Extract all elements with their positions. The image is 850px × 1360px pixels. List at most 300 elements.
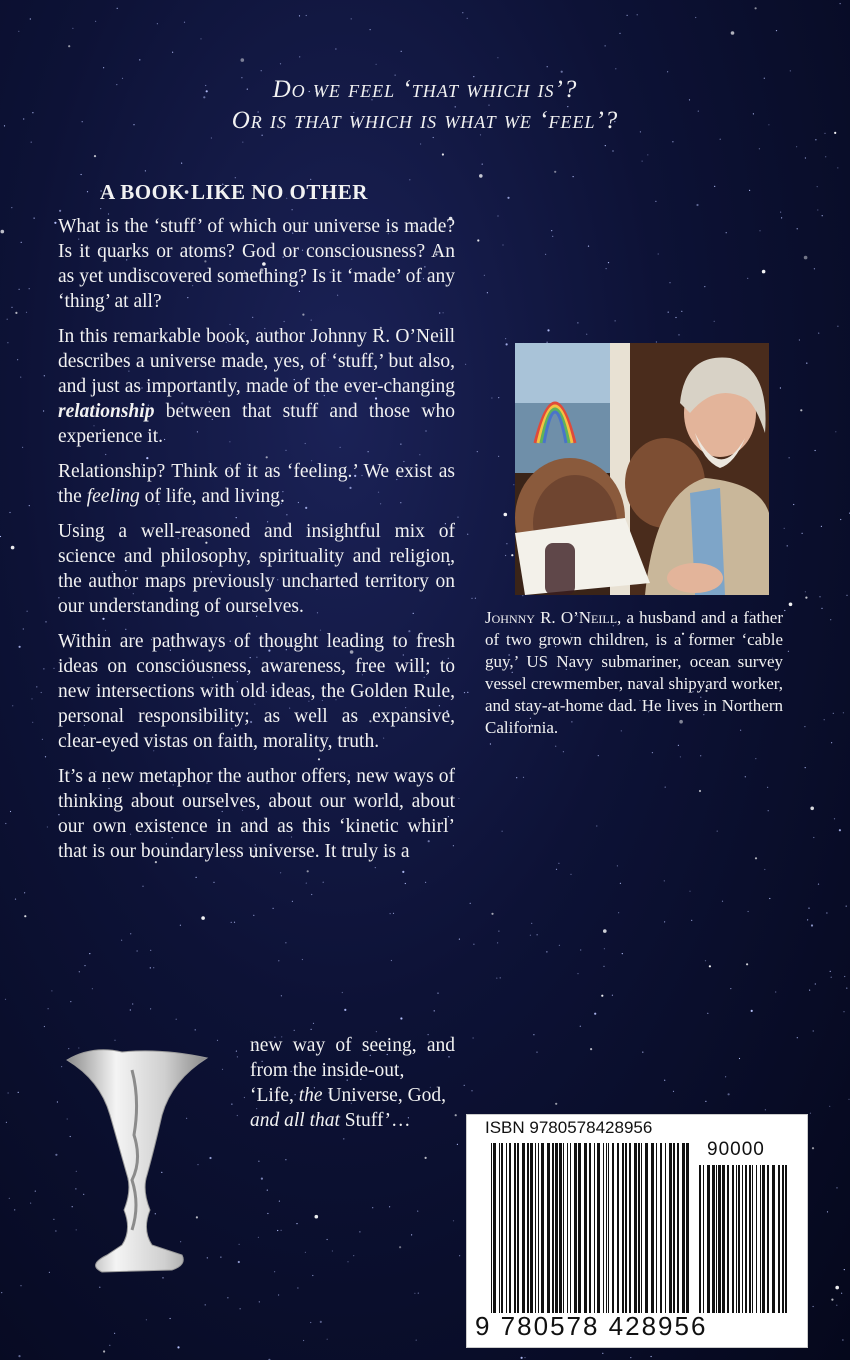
barcode-bar bbox=[509, 1143, 511, 1313]
star bbox=[281, 995, 282, 996]
star bbox=[145, 170, 146, 171]
barcode-bar bbox=[522, 1143, 525, 1313]
star bbox=[837, 326, 838, 327]
star bbox=[612, 995, 613, 996]
star bbox=[805, 597, 807, 599]
star bbox=[464, 1085, 465, 1086]
star bbox=[555, 1103, 557, 1105]
star bbox=[618, 912, 619, 913]
star bbox=[522, 595, 523, 596]
star bbox=[332, 1250, 333, 1251]
star bbox=[231, 1104, 232, 1105]
star bbox=[835, 431, 836, 432]
star bbox=[552, 236, 553, 237]
star bbox=[840, 519, 841, 520]
star bbox=[506, 343, 508, 345]
star bbox=[764, 869, 765, 870]
star bbox=[819, 596, 820, 597]
star bbox=[280, 872, 281, 873]
star bbox=[335, 48, 336, 49]
star bbox=[196, 877, 197, 878]
star bbox=[714, 186, 715, 187]
star bbox=[759, 230, 760, 231]
star bbox=[176, 1019, 177, 1020]
star bbox=[817, 186, 818, 187]
star bbox=[9, 1198, 10, 1199]
barcode-bar bbox=[499, 1143, 500, 1313]
star bbox=[822, 215, 823, 216]
star bbox=[799, 339, 800, 340]
star bbox=[605, 145, 606, 146]
star bbox=[505, 555, 506, 556]
star bbox=[150, 967, 151, 968]
star bbox=[775, 991, 776, 992]
barcode-bar bbox=[584, 1143, 587, 1313]
barcode-bar bbox=[629, 1143, 631, 1313]
barcode-bar bbox=[612, 1143, 614, 1313]
star bbox=[818, 884, 819, 885]
star bbox=[200, 38, 201, 39]
star bbox=[217, 1040, 218, 1041]
star bbox=[813, 837, 814, 838]
star bbox=[491, 913, 493, 915]
star bbox=[15, 899, 16, 900]
star bbox=[502, 244, 503, 245]
star bbox=[800, 409, 802, 411]
star bbox=[536, 1052, 537, 1053]
star bbox=[467, 692, 468, 693]
star bbox=[808, 908, 809, 909]
star bbox=[554, 171, 556, 173]
star bbox=[555, 746, 556, 747]
star bbox=[588, 246, 589, 247]
barcode-bar bbox=[673, 1143, 675, 1313]
star bbox=[14, 1209, 15, 1210]
star bbox=[434, 1010, 435, 1011]
barcode-bar bbox=[552, 1143, 554, 1313]
star bbox=[393, 913, 394, 914]
star bbox=[89, 953, 90, 954]
star bbox=[709, 965, 711, 967]
star bbox=[815, 139, 816, 140]
star bbox=[789, 457, 790, 458]
star bbox=[498, 456, 499, 457]
star bbox=[36, 686, 37, 687]
star bbox=[680, 756, 681, 757]
star bbox=[664, 880, 665, 881]
star bbox=[53, 1219, 54, 1220]
star bbox=[765, 1109, 766, 1110]
star bbox=[312, 1275, 313, 1276]
star bbox=[292, 901, 293, 902]
star bbox=[370, 29, 371, 30]
star bbox=[10, 811, 11, 812]
star bbox=[664, 921, 665, 922]
barcode-bar bbox=[606, 1143, 607, 1313]
barcode-bar bbox=[622, 1143, 624, 1313]
star bbox=[87, 191, 88, 192]
star bbox=[658, 253, 659, 254]
star bbox=[26, 312, 27, 313]
star bbox=[47, 826, 48, 827]
star bbox=[829, 1106, 830, 1107]
star bbox=[665, 787, 666, 788]
paragraph-6-tail: new way of seeing, and from the inside-out, bbox=[250, 1035, 455, 1081]
barcode-bar bbox=[574, 1143, 577, 1313]
star bbox=[433, 137, 434, 138]
star bbox=[802, 533, 803, 534]
barcode-bar bbox=[645, 1143, 648, 1313]
star bbox=[839, 829, 841, 831]
star bbox=[570, 874, 571, 875]
star bbox=[796, 146, 797, 147]
star bbox=[821, 526, 822, 527]
star bbox=[728, 1093, 730, 1095]
barcode-bar bbox=[603, 1143, 604, 1313]
star bbox=[353, 1255, 354, 1256]
star bbox=[7, 319, 8, 320]
star bbox=[545, 254, 546, 255]
barcode-bar bbox=[501, 1143, 503, 1313]
star bbox=[376, 64, 377, 65]
star bbox=[707, 1013, 708, 1014]
star bbox=[237, 1115, 238, 1116]
star bbox=[722, 901, 723, 902]
star bbox=[805, 767, 806, 768]
tagline-line-2: Or is that which is what we ‘feel’? bbox=[231, 107, 619, 134]
author-bio-text: , a husband and a father of two grown children, is a former ‘cable guy,’ US Navy submariner, ocean survey vessel crewmember, naval shipyard worker, and stay-at-home dad. He lives in Northern California. bbox=[485, 608, 783, 737]
star bbox=[20, 377, 21, 378]
barcode-bar bbox=[530, 1143, 533, 1313]
star bbox=[586, 334, 587, 335]
star bbox=[769, 898, 770, 899]
star bbox=[705, 1101, 706, 1102]
star bbox=[43, 668, 44, 669]
star bbox=[9, 512, 10, 513]
star bbox=[673, 1091, 674, 1092]
star bbox=[238, 1261, 240, 1263]
star bbox=[651, 1356, 652, 1357]
star bbox=[705, 960, 706, 961]
star bbox=[347, 1261, 348, 1262]
barcode-bar bbox=[651, 1143, 654, 1313]
star bbox=[834, 818, 835, 819]
star bbox=[747, 278, 748, 279]
star bbox=[836, 1187, 837, 1188]
star bbox=[150, 1008, 151, 1009]
barcode-bar bbox=[660, 1143, 662, 1313]
star bbox=[35, 1191, 36, 1192]
star bbox=[652, 752, 653, 753]
star bbox=[637, 14, 638, 15]
isbn-barcode bbox=[491, 1143, 691, 1313]
barcode-bar bbox=[608, 1143, 609, 1313]
star bbox=[477, 451, 478, 452]
star bbox=[484, 275, 485, 276]
barcode-bar bbox=[665, 1143, 666, 1313]
barcode-bar bbox=[732, 1165, 734, 1313]
star bbox=[402, 871, 404, 873]
star bbox=[11, 207, 12, 208]
star bbox=[51, 990, 52, 991]
star bbox=[516, 777, 517, 778]
star bbox=[342, 992, 343, 993]
star bbox=[780, 212, 781, 213]
star bbox=[793, 504, 794, 505]
star bbox=[471, 1090, 472, 1091]
star bbox=[749, 190, 750, 191]
paragraph-4: Using a well-reasoned and insightful mix of science and philosophy, spirituality and religion, the author maps previously uncharted territory on our understanding of ourselves. bbox=[58, 521, 455, 617]
star bbox=[95, 21, 96, 22]
barcode-bar bbox=[677, 1143, 679, 1313]
star bbox=[826, 912, 827, 913]
barcode-bar bbox=[727, 1165, 729, 1313]
star bbox=[603, 929, 607, 933]
star bbox=[201, 916, 205, 920]
barcode-bar bbox=[772, 1165, 775, 1313]
star bbox=[797, 228, 798, 229]
star bbox=[48, 1008, 49, 1009]
star bbox=[391, 960, 392, 961]
star bbox=[767, 787, 768, 788]
star bbox=[344, 1009, 346, 1011]
barcode-bar bbox=[736, 1165, 737, 1313]
star bbox=[470, 903, 471, 904]
star bbox=[824, 719, 825, 720]
barcode-bar bbox=[506, 1143, 507, 1313]
barcode-bar bbox=[686, 1143, 689, 1313]
star bbox=[220, 1257, 221, 1258]
star bbox=[375, 867, 376, 868]
star bbox=[689, 891, 690, 892]
barcode-bar bbox=[722, 1165, 725, 1313]
star bbox=[496, 978, 497, 979]
paragraph-5: Within are pathways of thought leading to fresh ideas on consciousness, awareness, free will; to new intersections with old ideas, the Golden Rule, personal responsibility; as well as expansive, clear-eyed vistas on faith, morality, truth. bbox=[58, 631, 455, 752]
barcode-bar bbox=[782, 1165, 784, 1313]
star bbox=[227, 1297, 228, 1298]
star bbox=[121, 940, 122, 941]
star bbox=[762, 270, 766, 274]
star bbox=[580, 949, 581, 950]
price-addon-barcode bbox=[699, 1165, 789, 1313]
star bbox=[307, 870, 309, 872]
star bbox=[239, 1244, 240, 1245]
closing-title-line: ‘Life, the Universe, God, bbox=[250, 1085, 447, 1106]
barcode-bar bbox=[634, 1143, 637, 1313]
barcode-bar bbox=[594, 1143, 595, 1313]
star bbox=[184, 22, 185, 23]
star bbox=[500, 977, 501, 978]
star bbox=[787, 545, 788, 546]
star bbox=[523, 777, 524, 778]
star bbox=[784, 528, 785, 529]
star bbox=[261, 1178, 263, 1180]
star bbox=[244, 1097, 245, 1098]
star bbox=[84, 965, 85, 966]
star bbox=[498, 931, 499, 932]
star bbox=[372, 1207, 373, 1208]
star bbox=[296, 1223, 297, 1224]
star bbox=[825, 156, 826, 157]
barcode-bar bbox=[517, 1143, 519, 1313]
star bbox=[20, 1285, 21, 1286]
star bbox=[739, 1058, 740, 1059]
star bbox=[99, 1287, 100, 1288]
barcode-bar bbox=[718, 1165, 721, 1313]
star bbox=[465, 364, 466, 365]
star bbox=[848, 1099, 849, 1100]
star bbox=[804, 726, 805, 727]
star bbox=[547, 66, 548, 67]
star bbox=[551, 230, 552, 231]
star bbox=[573, 176, 574, 177]
barcode-bar bbox=[625, 1143, 627, 1313]
star bbox=[235, 177, 236, 178]
barcode-bar bbox=[514, 1143, 516, 1313]
star bbox=[45, 621, 46, 622]
star bbox=[21, 242, 22, 243]
star bbox=[836, 1305, 837, 1306]
star bbox=[467, 18, 468, 19]
star bbox=[556, 869, 557, 870]
star bbox=[490, 743, 491, 744]
star bbox=[44, 375, 45, 376]
paragraph-3: Relationship? Think of it as ‘feeling.’ We exist as the feeling of life, and living. bbox=[58, 461, 455, 507]
star bbox=[504, 513, 508, 517]
star bbox=[285, 1159, 286, 1160]
star bbox=[351, 18, 352, 19]
barcode-bar bbox=[682, 1143, 685, 1313]
star bbox=[299, 15, 300, 16]
star bbox=[602, 1353, 603, 1354]
paragraph-6: It’s a new metaphor the author offers, new ways of thinking about ourselves, about our world, about our own existence in and as this ‘kinetic whirl’ that is our boundaryless universe. It truly is a bbox=[58, 766, 455, 862]
star bbox=[297, 1287, 298, 1288]
star bbox=[41, 692, 42, 693]
star bbox=[842, 1339, 843, 1340]
blurb bbox=[58, 214, 455, 864]
barcode-bar bbox=[762, 1165, 765, 1313]
star bbox=[810, 807, 814, 811]
section-heading: A BOOK LIKE NO OTHER bbox=[100, 180, 368, 204]
barcode-bar bbox=[617, 1143, 619, 1313]
star bbox=[24, 915, 26, 917]
star bbox=[669, 282, 670, 283]
star bbox=[414, 1293, 415, 1294]
star bbox=[11, 546, 15, 550]
star bbox=[57, 1101, 58, 1102]
star bbox=[343, 1138, 344, 1139]
star bbox=[18, 1355, 20, 1357]
star bbox=[788, 651, 789, 652]
star bbox=[24, 892, 25, 893]
star bbox=[606, 268, 607, 269]
barcode-bar bbox=[570, 1143, 571, 1313]
star bbox=[237, 1056, 238, 1057]
star bbox=[425, 882, 426, 883]
star bbox=[327, 1339, 328, 1340]
star bbox=[577, 322, 578, 323]
star bbox=[810, 1113, 811, 1114]
star bbox=[813, 1030, 814, 1031]
star bbox=[280, 63, 281, 64]
star bbox=[420, 143, 421, 144]
star bbox=[696, 204, 698, 206]
star bbox=[241, 58, 245, 62]
star bbox=[678, 334, 679, 335]
barcode-bar bbox=[716, 1165, 717, 1313]
barcode-block bbox=[466, 1114, 808, 1348]
star bbox=[44, 1026, 45, 1027]
star bbox=[359, 1231, 360, 1232]
star bbox=[409, 179, 410, 180]
star bbox=[809, 990, 810, 991]
star bbox=[299, 56, 300, 57]
star bbox=[285, 942, 286, 943]
star bbox=[323, 882, 324, 883]
star bbox=[603, 966, 604, 967]
star bbox=[29, 288, 30, 289]
barcode-bar bbox=[699, 1165, 701, 1313]
star bbox=[805, 591, 806, 592]
barcode-bar bbox=[493, 1143, 496, 1313]
star bbox=[717, 831, 718, 832]
star bbox=[459, 939, 460, 940]
star bbox=[497, 215, 498, 216]
star bbox=[55, 1230, 56, 1231]
star bbox=[615, 320, 616, 321]
star bbox=[49, 1272, 50, 1273]
star bbox=[497, 942, 498, 943]
star bbox=[596, 825, 597, 826]
star bbox=[789, 603, 793, 607]
star bbox=[755, 7, 757, 9]
star bbox=[68, 45, 70, 47]
star bbox=[837, 167, 838, 168]
star bbox=[109, 1345, 110, 1346]
star bbox=[310, 1322, 311, 1323]
star bbox=[405, 883, 406, 884]
star bbox=[180, 925, 181, 926]
star bbox=[667, 71, 668, 72]
star bbox=[8, 1092, 9, 1093]
star bbox=[267, 1213, 268, 1214]
star bbox=[821, 608, 822, 609]
star bbox=[840, 3, 841, 4]
star bbox=[240, 1308, 241, 1309]
star bbox=[458, 798, 459, 799]
star bbox=[146, 1319, 147, 1320]
star bbox=[546, 951, 547, 952]
star bbox=[315, 1215, 319, 1219]
star bbox=[302, 959, 303, 960]
star bbox=[664, 1080, 665, 1081]
star bbox=[34, 218, 35, 219]
star bbox=[695, 17, 696, 18]
star bbox=[277, 1230, 278, 1231]
star bbox=[699, 790, 701, 792]
author-bio bbox=[485, 607, 783, 739]
star bbox=[797, 1037, 798, 1038]
star bbox=[622, 953, 623, 954]
star bbox=[70, 1001, 71, 1002]
star bbox=[831, 977, 832, 978]
star bbox=[234, 922, 235, 923]
star bbox=[59, 210, 61, 212]
star bbox=[846, 906, 847, 907]
star bbox=[815, 983, 816, 984]
star bbox=[205, 1304, 206, 1305]
star bbox=[507, 197, 509, 199]
